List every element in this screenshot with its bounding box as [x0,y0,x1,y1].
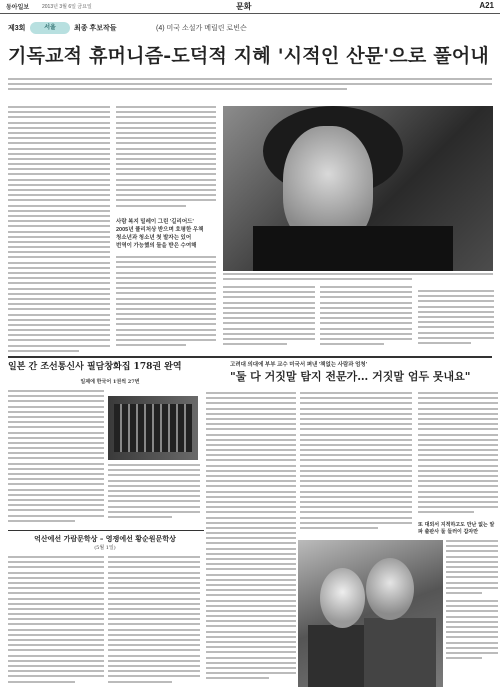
couple-photo-caption [446,600,498,662]
photo-caption [223,273,493,283]
books-photo [108,396,198,460]
pull-quote-line: 사람 복지 밀레이 그린 '길리어드' [116,219,194,225]
author-bio [418,290,494,347]
prize-logo [30,22,70,34]
interview-column-4 [446,540,498,596]
couple-photo [298,540,443,687]
interview-subhead: 또 대외서 지적하고도 만난 없는 알파 출판사 둘 들러이 갑자만 [418,522,495,535]
article-column-3 [116,256,216,354]
page-number: A21 [479,1,494,10]
issue-date: 2013년 3월 6일 금요일 [42,4,92,10]
article-column-2 [116,106,216,214]
book-article-subhead: 일제에 한국어 1권씩 27번 [80,379,140,385]
main-headline: 기독교적 휴머니즘-도덕적 지혜 '시적인 산문'으로 풀어내 [8,45,489,67]
book-article-column-2 [108,464,200,526]
pull-quote-line: 번역이 가능했의 둘을 받은 수여해 [116,243,197,249]
interview-column-2 [300,392,412,536]
lead-paragraph [8,78,492,100]
prize-article-date: (5월 1일) [94,545,116,551]
article-column-5 [320,286,412,354]
prize-article-column [8,556,104,686]
pull-quote-line: 청소년과 청소년 첫 발자는 있어 [116,235,192,241]
paper-name: 동아일보 [6,5,30,11]
prize-article-column-2 [108,556,200,686]
pull-quote-line: 2005년 퓰리처상 받으며 호평한 우책 [116,227,204,233]
author-photo [223,106,493,271]
interview-column-1 [206,392,296,686]
book-article-headline: 일본 간 조선통신사 필담창화집 178권 완역 [8,362,182,372]
book-article-column [8,390,104,526]
prize-logo-text: 서울 [44,25,56,31]
interview-column-3 [418,392,498,518]
prize-article-headline: 억산에선 가람문학상 – 영쟁에선 황순원문학상 [34,534,176,543]
section-name: 문화 [236,2,252,11]
pull-quote [116,218,214,250]
series-number: 제3회 [8,25,26,32]
article-column-4 [223,286,315,354]
section-divider [8,530,204,531]
masthead [0,0,500,14]
series-title: 최종 후보작들 [74,25,117,32]
series-subtitle: (4) 미국 소설가 메릴린 로빈슨 [156,25,247,32]
article-column-1 [8,106,110,354]
interview-headline: "둘 다 거짓말 탐지 전문가… 거짓말 엄두 못내요" [230,370,471,383]
series-kicker [8,22,492,36]
interview-kicker: 고려대 의대에 부부 교수 미국서 펴낸 '책없는 사람과 엄청' [230,362,368,368]
section-divider [8,356,492,358]
